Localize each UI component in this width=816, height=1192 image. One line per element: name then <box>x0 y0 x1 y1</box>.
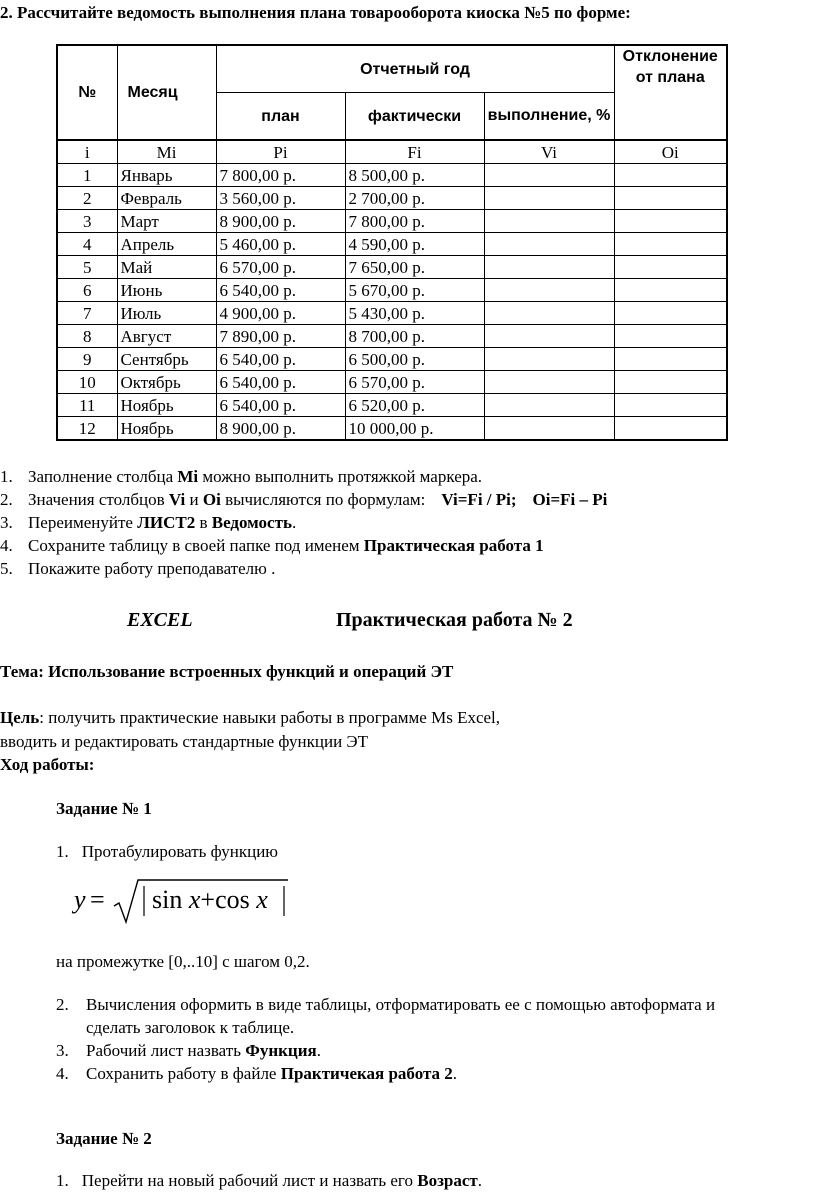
instructions-list <box>0 465 810 580</box>
topic-line: Тема: Использование встроенных функций и операций ЭТ <box>0 662 454 681</box>
progress-heading: Ход работы: <box>0 755 95 774</box>
table-row <box>57 256 727 279</box>
instruction-5: 5. Покажите работу преподавателю . <box>0 559 276 578</box>
fact-cell: 6 500,00 р. <box>345 348 484 371</box>
formula-vi: Vi=Fi / Pi; <box>441 490 517 509</box>
fact-cell: 6 570,00 р. <box>345 371 484 394</box>
header-deviation: Отклонение от плана <box>614 45 727 140</box>
interval-text: на промежутке [0,..10] с шагом 0,2. <box>56 952 310 971</box>
month-cell: Ноябрь <box>117 394 216 417</box>
fact-cell: 2 700,00 р. <box>345 187 484 210</box>
execution-cell <box>484 233 614 256</box>
plan-cell: 7 800,00 р. <box>216 164 345 187</box>
row-number-cell: 1 <box>57 164 117 187</box>
month-cell: Январь <box>117 164 216 187</box>
deviation-cell <box>614 325 727 348</box>
month-cell: Март <box>117 210 216 233</box>
row-number-cell: 3 <box>57 210 117 233</box>
task1-list <box>56 993 816 1085</box>
month-cell: Июнь <box>117 279 216 302</box>
execution-cell <box>484 187 614 210</box>
month-cell: Октябрь <box>117 371 216 394</box>
month-cell: Май <box>117 256 216 279</box>
execution-cell <box>484 302 614 325</box>
symbol-cell: Mi <box>117 140 216 164</box>
symbol-cell: i <box>57 140 117 164</box>
month-cell: Февраль <box>117 187 216 210</box>
execution-cell <box>484 348 614 371</box>
deviation-cell <box>614 233 727 256</box>
plan-cell: 6 540,00 р. <box>216 348 345 371</box>
execution-cell <box>484 371 614 394</box>
deviation-cell <box>614 348 727 371</box>
table-row <box>57 348 727 371</box>
header-num: № <box>57 45 117 140</box>
execution-cell <box>484 394 614 417</box>
fact-cell: 7 800,00 р. <box>345 210 484 233</box>
row-number-cell: 12 <box>57 417 117 441</box>
fact-cell: 8 700,00 р. <box>345 325 484 348</box>
execution-cell <box>484 164 614 187</box>
execution-cell <box>484 210 614 233</box>
row-number-cell: 8 <box>57 325 117 348</box>
instruction-4: 4. Сохраните таблицу в своей папке под именем Практическая работа 1 <box>0 536 544 555</box>
plan-cell: 6 540,00 р. <box>216 279 345 302</box>
table-row <box>57 233 727 256</box>
practical-work-title: Практическая работа № 2 <box>336 609 573 631</box>
excel-label: EXCEL <box>127 609 193 631</box>
fact-cell: 6 520,00 р. <box>345 394 484 417</box>
month-cell: Июль <box>117 302 216 325</box>
task1-title: Задание № 1 <box>56 799 152 818</box>
task-heading: 2. Рассчитайте ведомость выполнения плана товарооборота киоска №5 по форме: <box>0 3 631 22</box>
instruction-3: 3. Переименуйте ЛИСТ2 в Ведомость. <box>0 513 297 532</box>
header-exec: выполнение, % <box>484 93 614 141</box>
task1-item-3: 3. Рабочий лист назвать Функция. <box>56 1041 321 1060</box>
header-month: Месяц <box>117 45 216 140</box>
task1-item-2: 2. Вычисления оформить в виде таблицы, отформатировать ее с помощью автоформата и сделать заголовок к таблице. <box>56 995 716 1037</box>
symbol-cell: Fi <box>345 140 484 164</box>
row-number-cell: 6 <box>57 279 117 302</box>
deviation-cell <box>614 210 727 233</box>
table-row <box>57 371 727 394</box>
deviation-cell <box>614 187 727 210</box>
deviation-cell <box>614 371 727 394</box>
deviation-cell <box>614 164 727 187</box>
execution-cell <box>484 417 614 441</box>
task1-item-1: 1. Протабулировать функцию <box>56 842 279 861</box>
symbol-cell: Pi <box>216 140 345 164</box>
plan-cell: 6 540,00 р. <box>216 371 345 394</box>
deviation-cell <box>614 302 727 325</box>
execution-cell <box>484 279 614 302</box>
instruction-1: 1. Заполнение столбца Mi можно выполнить протяжкой маркера. <box>0 467 483 486</box>
table-row <box>57 279 727 302</box>
execution-cell <box>484 325 614 348</box>
header-plan: план <box>216 93 345 141</box>
plan-cell: 4 900,00 р. <box>216 302 345 325</box>
statement-table <box>56 44 728 441</box>
fact-cell: 4 590,00 р. <box>345 233 484 256</box>
month-cell: Ноябрь <box>117 417 216 441</box>
execution-cell <box>484 256 614 279</box>
plan-cell: 6 540,00 р. <box>216 394 345 417</box>
row-number-cell: 11 <box>57 394 117 417</box>
header-report-year: Отчетный год <box>216 45 614 93</box>
fact-cell: 5 430,00 р. <box>345 302 484 325</box>
month-cell: Апрель <box>117 233 216 256</box>
task2-title: Задание № 2 <box>56 1129 152 1148</box>
formula-oi: Oi=Fi – Pi <box>532 490 608 509</box>
plan-cell: 7 890,00 р. <box>216 325 345 348</box>
deviation-cell <box>614 256 727 279</box>
month-cell: Сентябрь <box>117 348 216 371</box>
month-cell: Август <box>117 325 216 348</box>
plan-cell: 3 560,00 р. <box>216 187 345 210</box>
row-number-cell: 2 <box>57 187 117 210</box>
table-row <box>57 187 727 210</box>
table-row <box>57 417 727 441</box>
deviation-cell <box>614 279 727 302</box>
table-row <box>57 394 727 417</box>
deviation-cell <box>614 417 727 441</box>
deviation-cell <box>614 394 727 417</box>
plan-cell: 8 900,00 р. <box>216 210 345 233</box>
goal-line: Цель: получить практические навыки работы в программе Ms Excel, <box>0 708 501 727</box>
plan-cell: 5 460,00 р. <box>216 233 345 256</box>
table-row <box>57 210 727 233</box>
row-number-cell: 4 <box>57 233 117 256</box>
row-number-cell: 9 <box>57 348 117 371</box>
task1-item-4: 4. Сохранить работу в файле Практичекая работа 2. <box>56 1064 458 1083</box>
fact-cell: 7 650,00 р. <box>345 256 484 279</box>
symbol-cell: Vi <box>484 140 614 164</box>
instruction-2: 2. Значения столбцов Vi и Oi вычисляются по формулам: Vi=Fi / Pi; Oi=Fi – Pi <box>0 490 608 509</box>
function-formula: y = sin x+cos x <box>72 876 302 926</box>
task2-item-1: 1. Перейти на новый рабочий лист и назвать его Возраст. <box>56 1171 483 1190</box>
fact-cell: 5 670,00 р. <box>345 279 484 302</box>
symbol-cell: Oi <box>614 140 727 164</box>
row-number-cell: 7 <box>57 302 117 325</box>
fact-cell: 8 500,00 р. <box>345 164 484 187</box>
row-number-cell: 10 <box>57 371 117 394</box>
header-fact: фактически <box>345 93 484 141</box>
row-number-cell: 5 <box>57 256 117 279</box>
plan-cell: 8 900,00 р. <box>216 417 345 441</box>
fact-cell: 10 000,00 р. <box>345 417 484 441</box>
plan-cell: 6 570,00 р. <box>216 256 345 279</box>
goal-line-2: вводить и редактировать стандартные функции ЭТ <box>0 732 369 751</box>
table-row <box>57 302 727 325</box>
table-row <box>57 325 727 348</box>
table-row <box>57 164 727 187</box>
